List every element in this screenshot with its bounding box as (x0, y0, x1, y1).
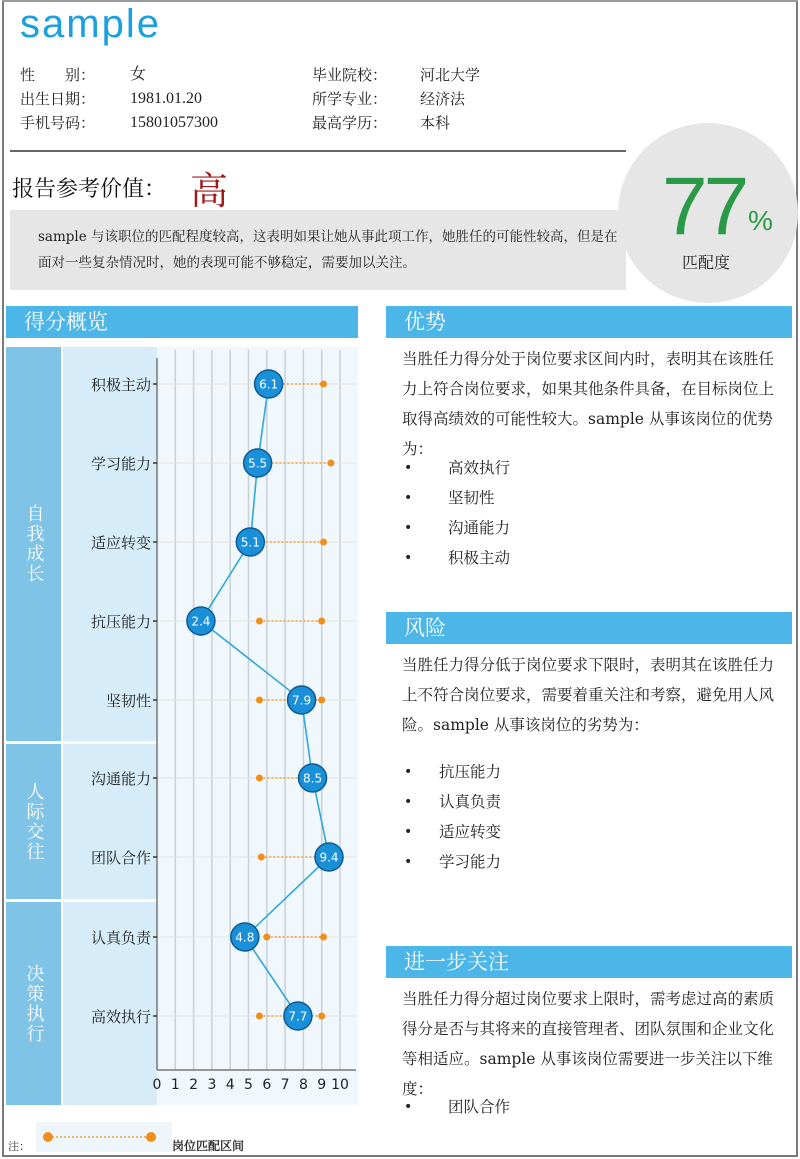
phone-value: 15801057300 (130, 114, 218, 131)
summary-text: sample 与该职位的匹配程度较高，这表明如果让她从事此项工作，她胜任的可能性较高，但是在面对一些复杂情况时，她的表现可能不够稳定，需要加以关注。 (38, 229, 618, 271)
category-label: 坚韧性 (105, 692, 151, 710)
strength-item: • 坚韧性 (404, 489, 495, 507)
school-value: 河北大学 (420, 66, 481, 84)
birthdate-label: 出生日期： (20, 90, 96, 108)
further-attention-item: • 团队合作 (404, 1098, 511, 1116)
category-label: 积极主动 (90, 376, 151, 394)
svg-text:2: 2 (189, 1077, 199, 1093)
risks-description: 当胜任力得分低于岗位要求下限时，表明其在该胜任力上不符合岗位要求，需要着重关注和考察，避免用人风险。sample 从事该岗位的劣势为： (402, 656, 775, 734)
note-label: 注： (8, 1140, 30, 1153)
strengths-description: 当胜任力得分处于岗位要求区间内时，表明其在该胜任力上符合岗位要求，如果其他条件具备，在目标岗位上取得高绩效的可能性较大。sample 从事该岗位的优势为： (402, 350, 775, 458)
strength-item: • 沟通能力 (404, 519, 511, 537)
svg-text:9: 9 (317, 1077, 327, 1093)
category-label: 团队合作 (90, 849, 151, 867)
svg-text:7: 7 (280, 1077, 290, 1093)
category-label: 学习能力 (90, 455, 151, 473)
category-label: 沟通能力 (90, 770, 151, 788)
match-score: 77 (662, 161, 746, 252)
strengths-header: 优势 (386, 306, 792, 338)
svg-text:0: 0 (152, 1077, 162, 1093)
category-label: 抗压能力 (90, 613, 151, 631)
strength-item: • 积极主动 (404, 549, 511, 567)
further-attention-header: 进一步关注 (386, 946, 792, 978)
risks-header: 风险 (386, 612, 792, 644)
group-self-growth: 自我成长 (6, 347, 61, 741)
birthdate-value: 1981.01.20 (130, 90, 202, 107)
degree-value: 本科 (420, 114, 451, 132)
svg-text:7.9: 7.9 (292, 693, 312, 708)
svg-text:6: 6 (262, 1077, 272, 1093)
major-value: 经济法 (420, 90, 466, 108)
major-label: 所学专业： (312, 90, 388, 108)
phone-label: 手机号码： (20, 114, 96, 132)
reference-value: 高 (190, 169, 229, 213)
degree-label: 最高学历： (312, 114, 388, 132)
svg-text:5.5: 5.5 (248, 456, 268, 471)
score-overview-header: 得分概览 (6, 306, 358, 338)
match-percent-sign: % (748, 205, 773, 236)
svg-text:9.4: 9.4 (319, 850, 339, 865)
svg-text:8: 8 (298, 1077, 308, 1093)
category-label: 高效执行 (90, 1008, 151, 1026)
svg-text:10: 10 (331, 1077, 349, 1093)
category-label: 认真负责 (90, 929, 151, 947)
risks-list (404, 757, 764, 877)
risk-item: • 适应转变 (404, 823, 502, 841)
legend-range-icon (36, 1122, 172, 1152)
legend-label: 岗位匹配区间 (172, 1139, 245, 1153)
further-attention-list (404, 1092, 764, 1122)
reference-value-label: 报告参考价值： (12, 177, 167, 202)
svg-text:1: 1 (170, 1077, 180, 1093)
group-decision-execution: 决策执行 (6, 902, 61, 1105)
svg-text:4: 4 (225, 1077, 235, 1093)
risk-item: • 抗压能力 (404, 763, 502, 781)
svg-text:8.5: 8.5 (303, 771, 323, 786)
svg-text:5: 5 (244, 1077, 253, 1093)
svg-text:4.8: 4.8 (235, 930, 255, 945)
svg-text:7.7: 7.7 (288, 1009, 308, 1024)
strength-item: • 高效执行 (404, 459, 511, 477)
svg-text:5.1: 5.1 (240, 535, 260, 550)
further-attention-description: 当胜任力得分超过岗位要求上限时，需考虑过高的素质得分是否与其将来的直接管理者、团队氛围和企业文化等相适应。sample 从事该岗位需要进一步关注以下维度： (402, 990, 775, 1098)
svg-text:3: 3 (207, 1077, 217, 1093)
strengths-list (404, 453, 764, 573)
svg-text:2.4: 2.4 (191, 614, 211, 629)
gender-value: 女 (130, 66, 147, 83)
gender-label: 性 别： (20, 66, 96, 84)
risk-item: • 认真负责 (404, 793, 502, 811)
candidate-name: sample (20, 2, 161, 46)
category-label: 适应转变 (90, 534, 151, 552)
group-interpersonal: 人际交往 (6, 744, 61, 899)
svg-text:6.1: 6.1 (259, 377, 279, 392)
match-label: 匹配度 (682, 253, 731, 272)
risk-item: • 学习能力 (404, 853, 502, 871)
school-label: 毕业院校： (312, 66, 388, 84)
